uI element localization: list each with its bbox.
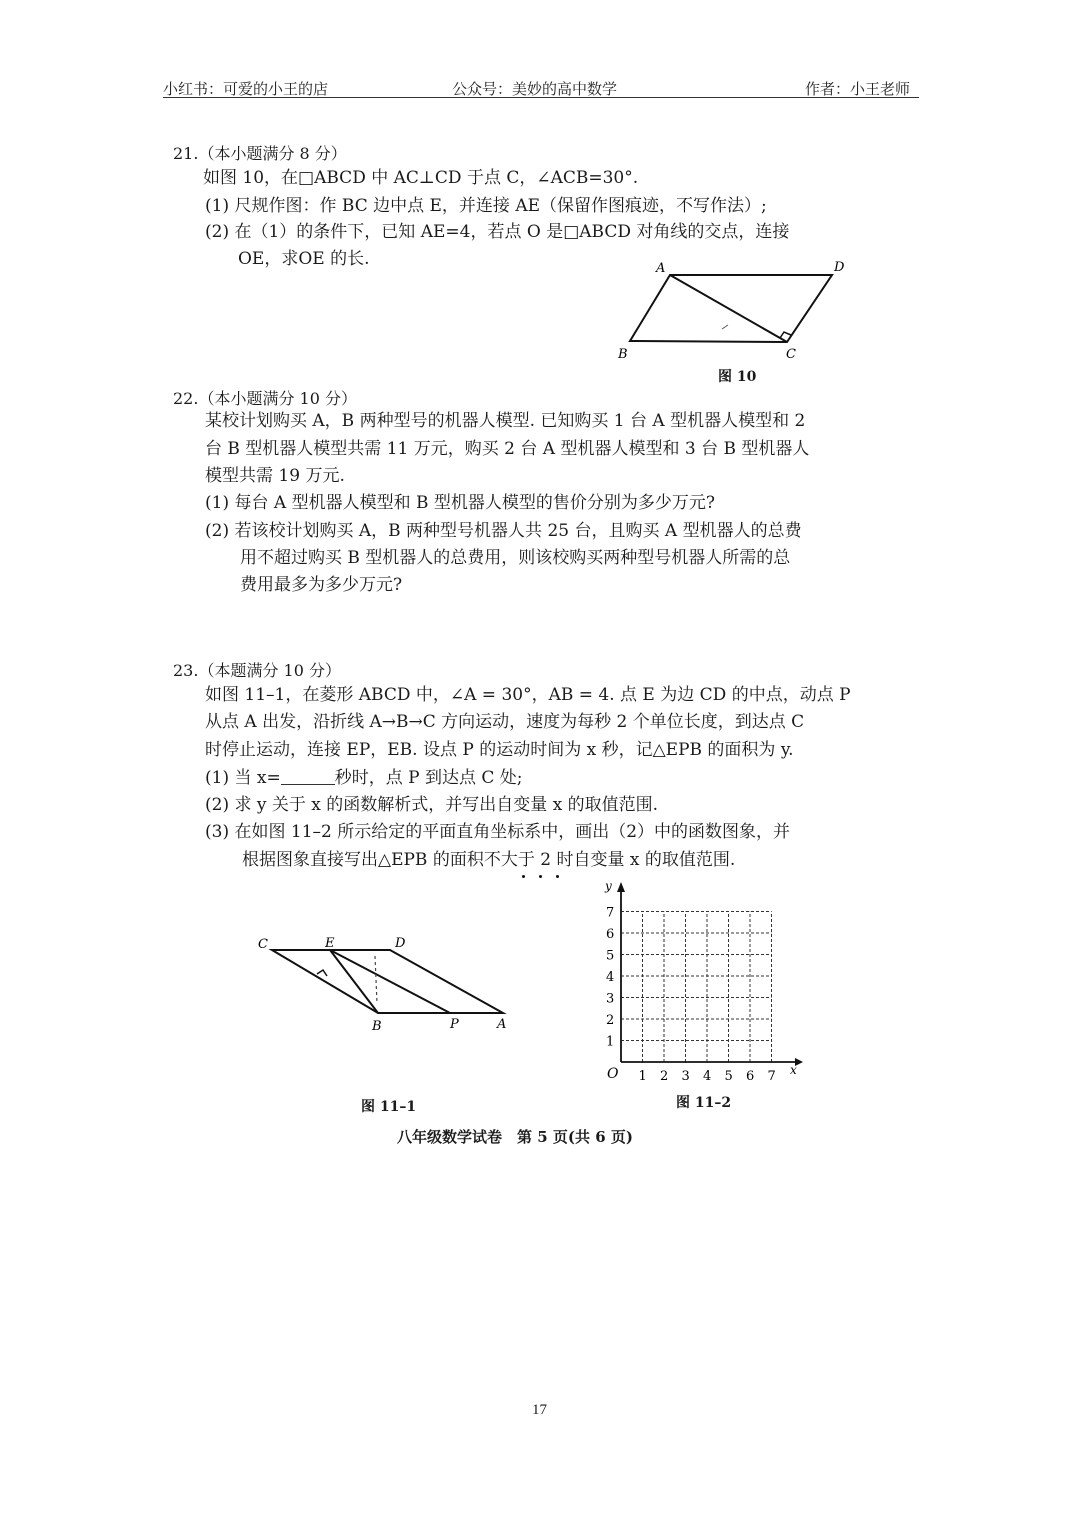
y-tick-label: 2 bbox=[606, 1013, 615, 1028]
q23-line7: 根据图象直接写出△EPB 的面积不大于 2 时自变量 x 的取值范围. bbox=[242, 850, 736, 870]
q23-line3: 时停止运动，连接 EP，EB. 设点 P 的运动时间为 x 秒，记△EPB 的面积为 y. bbox=[205, 740, 794, 760]
q21-line4: OE，求OE 的长. bbox=[238, 249, 370, 269]
q23-title: 23.（本题满分 10 分） bbox=[173, 661, 341, 680]
label-a: A bbox=[497, 1017, 507, 1032]
q23-line6: (3) 在如图 11–2 所示给定的平面直角坐标系中，画出（2）中的函数图象，并 bbox=[205, 822, 791, 842]
q23-line5: (2) 求 y 关于 x 的函数解析式，并写出自变量 x 的取值范围. bbox=[205, 795, 659, 815]
label-c: C bbox=[258, 937, 268, 952]
grid-lines bbox=[621, 912, 772, 1063]
segment-ep bbox=[330, 950, 450, 1013]
q22-line3: 模型共需 19 万元. bbox=[205, 466, 345, 486]
diagonal-ac bbox=[670, 275, 787, 342]
q22-line6: 用不超过购买 B 型机器人的总费用，则该校购买两种型号机器人所需的总 bbox=[240, 548, 791, 568]
figure-11-2 bbox=[590, 876, 810, 1086]
y-tick-label: 1 bbox=[606, 1034, 615, 1050]
x-axis-label: x bbox=[790, 1063, 797, 1077]
q23-line4 bbox=[205, 765, 523, 791]
q21-title: 21.（本小题满分 8 分） bbox=[173, 144, 347, 163]
label-b: B bbox=[618, 347, 628, 362]
y-axis-arrow bbox=[617, 882, 625, 892]
y-axis-label: y bbox=[605, 879, 612, 893]
dashed-height bbox=[375, 956, 377, 1003]
q22-line7: 费用最多为多少万元? bbox=[240, 575, 403, 595]
label-d: D bbox=[395, 936, 406, 951]
right-angle-mark bbox=[317, 970, 327, 976]
label-b: B bbox=[372, 1019, 382, 1034]
header-left: 小红书：可爱的小王的店 bbox=[163, 82, 329, 98]
x-tick-label: 1 bbox=[638, 1069, 647, 1084]
q23-line4-prefix: (1) 当 x= bbox=[205, 768, 281, 788]
label-e: E bbox=[325, 936, 335, 951]
emphasis-dot bbox=[556, 875, 559, 878]
segment-eb bbox=[330, 950, 378, 1013]
page-number: 17 bbox=[532, 1402, 547, 1418]
parallelogram-abcd bbox=[630, 275, 832, 342]
figure-11-2-caption: 图 11–2 bbox=[676, 1095, 732, 1111]
header-right: 作者：小王老师 bbox=[805, 82, 911, 98]
q22-title: 22.（本小题满分 10 分） bbox=[173, 389, 357, 408]
label-a: A bbox=[656, 261, 666, 276]
q21-line1: 如图 10，在□ABCD 中 AC⊥CD 于点 C，∠ACB=30°. bbox=[203, 168, 639, 188]
figure-10-caption: 图 10 bbox=[718, 369, 757, 385]
y-tick-label: 5 bbox=[606, 948, 615, 964]
y-tick-label: 6 bbox=[606, 927, 615, 942]
origin-label: O bbox=[607, 1066, 619, 1082]
x-tick-label: 3 bbox=[681, 1069, 690, 1084]
y-tick-label: 7 bbox=[606, 905, 615, 921]
answer-blank[interactable] bbox=[281, 768, 335, 785]
q23-line2: 从点 A 出发，沿折线 A→B→C 方向运动，速度为每秒 2 个单位长度，到达点 C bbox=[205, 712, 805, 732]
q22-line1: 某校计划购买 A，B 两种型号的机器人模型. 已知购买 1 台 A 型机器人模型和 2 bbox=[205, 411, 806, 431]
q22-line2: 台 B 型机器人模型共需 11 万元，购买 2 台 A 型机器人模型和 3 台 B 型机器人 bbox=[205, 439, 810, 459]
page-footer: 八年级数学试卷 第 5 页(共 6 页) bbox=[397, 1128, 633, 1146]
q22-line5: (2) 若该校计划购买 A，B 两种型号机器人共 25 台，且购买 A 型机器人的总费 bbox=[205, 521, 802, 541]
construction-mark bbox=[722, 325, 728, 329]
label-c: C bbox=[786, 347, 796, 362]
x-tick-label: 7 bbox=[767, 1069, 776, 1084]
rhombus-abcd bbox=[272, 950, 503, 1013]
q21-line2: (1) 尺规作图：作 BC 边中点 E，并连接 AE（保留作图痕迹，不写作法）; bbox=[205, 196, 767, 216]
figure-11-1 bbox=[250, 928, 530, 1038]
x-tick-label: 6 bbox=[746, 1069, 755, 1084]
y-tick-label: 3 bbox=[606, 991, 615, 1007]
emphasis-dot bbox=[539, 875, 542, 878]
header-rule bbox=[163, 97, 919, 98]
q23-line4-suffix: 秒时，点 P 到达点 C 处; bbox=[334, 768, 523, 788]
header-center: 公众号：美妙的高中数学 bbox=[452, 82, 618, 98]
label-d: D bbox=[834, 260, 845, 275]
x-tick-label: 2 bbox=[660, 1069, 669, 1084]
emphasis-dot bbox=[522, 875, 525, 878]
x-tick-label: 5 bbox=[724, 1069, 733, 1084]
q21-line3: (2) 在（1）的条件下，已知 AE=4，若点 O 是□ABCD 对角线的交点，连接 bbox=[205, 222, 790, 242]
x-tick-label: 4 bbox=[703, 1069, 712, 1084]
label-p: P bbox=[450, 1017, 459, 1032]
q22-line4: (1) 每台 A 型机器人模型和 B 型机器人模型的售价分别为多少万元? bbox=[205, 493, 715, 513]
figure-11-1-caption: 图 11–1 bbox=[361, 1099, 417, 1115]
y-tick-label: 4 bbox=[606, 970, 615, 985]
q23-line1: 如图 11–1，在菱形 ABCD 中，∠A = 30°，AB = 4. 点 E 为边 CD 的中点，动点 P bbox=[205, 685, 851, 705]
